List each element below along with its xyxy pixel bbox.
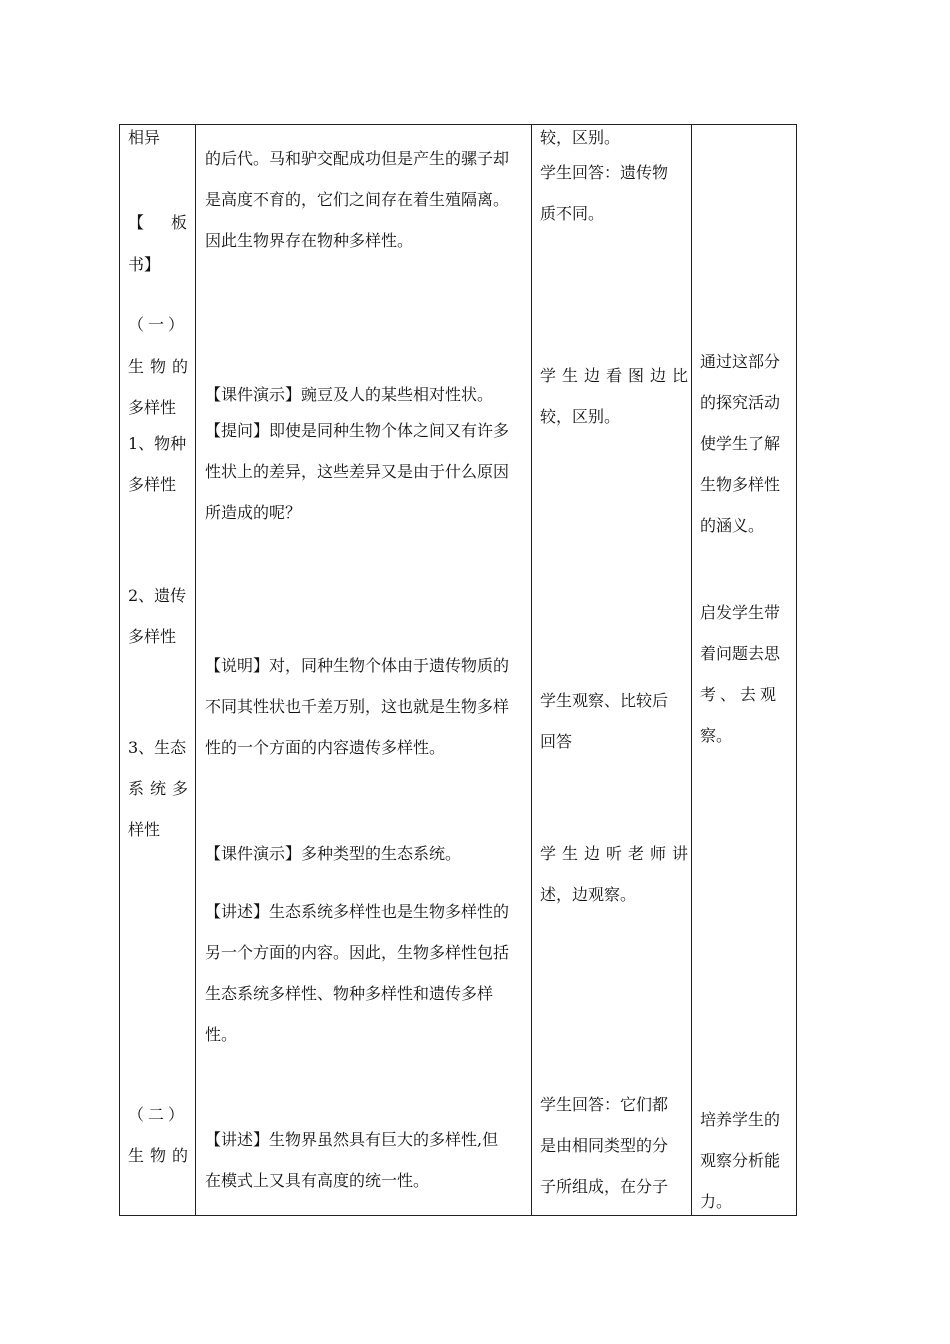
outline-text: 【 [128, 213, 145, 232]
intent-text: 使学生了解 [700, 434, 781, 453]
teacher-text: 【说明】对，同种生物个体由于遗传物质的 [205, 656, 510, 675]
teacher-text: 不同其性状也千差万别，这也就是生物多样 [205, 697, 510, 716]
teacher-text: 所造成的呢？ [205, 503, 302, 522]
intent-text: 力。 [700, 1192, 733, 1211]
outline-text: 生物的 [128, 357, 195, 376]
teacher-text: 的后代。马和驴交配成功但是产生的骡子却 [205, 149, 510, 168]
outline-text: 2、遗传 [128, 586, 187, 605]
outline-text: 多样性 [128, 627, 177, 646]
teacher-text: 【讲述】生物界虽然具有巨大的多样性,但 [205, 1130, 499, 1149]
column-divider [195, 124, 196, 1216]
outline-text: 系统多 [128, 779, 195, 798]
outline-text: 板 [171, 213, 188, 232]
intent-text: 培养学生的 [700, 1110, 781, 1129]
teacher-text: 在模式上又具有高度的统一性。 [205, 1171, 430, 1190]
teacher-text: 因此生物界存在物种多样性。 [205, 231, 414, 250]
column-divider [691, 124, 692, 1216]
student-text: 子所组成，在分子 [540, 1177, 669, 1196]
outline-text: 多样性 [128, 475, 177, 494]
outline-text: 1、物种 [128, 434, 187, 453]
intent-text: 观察分析能 [700, 1151, 781, 1170]
teacher-text: 生态系统多样性、物种多样性和遗传多样 [205, 984, 494, 1003]
student-text: 学生边听老师讲 [540, 844, 695, 863]
outline-text: （二） [128, 1105, 189, 1124]
intent-text: 着问题去思 [700, 644, 781, 663]
intent-text: 启发学生带 [700, 603, 781, 622]
teacher-text: 【课件演示】多种类型的生态系统。 [205, 844, 462, 863]
intent-text: 通过这部分 [700, 352, 781, 371]
student-text: 学生回答：它们都 [540, 1095, 669, 1114]
teacher-text: 【提问】即使是同种生物个体之间又有许多 [205, 421, 510, 440]
student-text: 述，边观察。 [540, 885, 637, 904]
outline-text: 3、生态 [128, 738, 187, 757]
teacher-text: 性。 [205, 1025, 238, 1044]
student-text: 学生回答：遗传物 [540, 163, 669, 182]
student-text: 较，区别。 [540, 128, 621, 147]
intent-text: 的涵义。 [700, 516, 765, 535]
student-text: 学生边看图边比 [540, 366, 695, 385]
teacher-text: 性的一个方面的内容遗传多样性。 [205, 738, 446, 757]
outline-text: 多样性 [128, 398, 177, 417]
outline-text: 样性 [128, 820, 161, 839]
teacher-text: 【讲述】生态系统多样性也是生物多样性的 [205, 902, 510, 921]
intent-text: 生物多样性 [700, 475, 781, 494]
intent-text: 的探究活动 [700, 393, 781, 412]
outline-text: 生物的 [128, 1146, 195, 1165]
teacher-text: 另一个方面的内容。因此，生物多样性包括 [205, 943, 510, 962]
student-text: 较，区别。 [540, 407, 621, 426]
student-text: 学生观察、比较后 [540, 691, 669, 710]
student-text: 是由相同类型的分 [540, 1136, 669, 1155]
outline-text: （一） [128, 315, 189, 334]
outline-text: 书】 [128, 255, 161, 274]
teacher-text: 性状上的差异，这些差异又是由于什么原因 [205, 462, 510, 481]
intent-text: 考、去观 [700, 685, 781, 704]
outline-text: 相异 [128, 128, 161, 147]
column-divider [531, 124, 532, 1216]
teacher-text: 是高度不育的，它们之间存在着生殖隔离。 [205, 190, 510, 209]
intent-text: 察。 [700, 726, 733, 745]
teacher-text: 【课件演示】豌豆及人的某些相对性状。 [205, 385, 494, 404]
student-text: 质不同。 [540, 204, 605, 223]
student-text: 回答 [540, 732, 573, 751]
